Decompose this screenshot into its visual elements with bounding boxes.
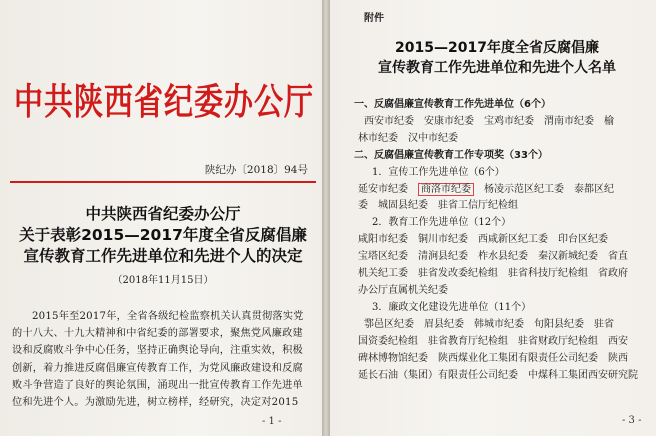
title-line: 中共陕西省纪委办公厅: [85, 205, 241, 223]
list-line: 办公厅直属机关纪委: [358, 284, 448, 296]
body-line: 败斗争营造了良好的舆论氛围，涌现出一批宣传教育工作先进单: [12, 379, 303, 391]
red-divider: [10, 181, 316, 183]
page-number: - 3 -: [622, 415, 642, 426]
list-line: 鄠邑区纪委 眉县纪委 韩城市纪委 旬阳县纪委 驻省: [364, 318, 614, 330]
list-title: [344, 38, 650, 78]
title-line: 关于表彰2015—2017年度全省反腐倡廉: [19, 226, 307, 244]
list-line: 林市纪委 汉中市纪委: [358, 132, 458, 144]
document-number: 陕纪办〔2018〕94号: [204, 164, 308, 176]
section-heading: 二、反腐倡廉宣传教育工作专项奖（33个）: [354, 149, 548, 161]
masthead: 中共陕西省纪委办公厅: [14, 80, 315, 123]
list-line: 1．宣传工作先进单位（6个）: [372, 166, 505, 178]
body-line: 位和先进个人。为激励先进，树立榜样，经研究，决定对2015: [12, 397, 299, 409]
list-line: 西安市纪委 安康市纪委 宝鸡市纪委 渭南市纪委 榆: [364, 115, 614, 127]
book-gutter: [322, 0, 330, 436]
list-line: 延安市纪委 商洛市纪委 杨凌示范区纪工委 泰都区纪: [358, 183, 614, 195]
body-line: 的十八大、十九大精神和中省纪委的部署要求，聚焦党风廉政建: [12, 328, 303, 340]
body-line: 设和反腐败斗争中心任务，坚持正确舆论导向，注重实效，积极: [12, 345, 303, 357]
list-line: 机关纪工委 驻省发改委纪检组 驻省科技厅纪检组 省政府: [358, 268, 628, 280]
list-line: 委 城固县纪委 驻省工信厅纪检组: [358, 200, 518, 212]
list-line: 碑林博物馆纪委 陕西煤业化工集团有限责任公司纪委 陕西: [358, 352, 628, 364]
attachment-label: 附件: [364, 13, 384, 24]
list-line: 延长石油（集团）有限责任公司纪委 中煤科工集团西安研究院: [358, 369, 638, 381]
award-list: [354, 97, 650, 384]
decision-date: （2018年11月15日）: [112, 275, 214, 286]
body-paragraph: [12, 308, 312, 411]
highlighted-unit: 商洛市纪委: [418, 183, 474, 196]
list-line: 宝塔区纪委 清涧县纪委 柞水县纪委 秦汉新城纪委 省直: [358, 251, 628, 263]
page-number: - 1 -: [262, 416, 282, 427]
title-line: 宣传教育工作先进单位和先进个人的决定: [23, 247, 303, 265]
list-line: 国资委纪检组 驻省教育厅纪检组 驻省财政厅纪检组 西安: [358, 335, 628, 347]
list-line: 3．廉政文化建设先进单位（11个）: [372, 301, 532, 313]
section-heading: 一、反腐倡廉宣传教育工作先进单位（6个）: [354, 99, 551, 110]
list-title-line: 宣传教育工作先进单位和先进个人名单: [378, 60, 616, 76]
list-title-line: 2015—2017年度全省反腐倡廉: [395, 40, 599, 56]
left-page: [0, 0, 322, 436]
right-page: [330, 0, 656, 436]
body-line: 2015年至2017年，全省各级纪检监察机关认真贯彻落实党: [32, 311, 304, 322]
list-line: 2．教育工作先进单位（12个）: [372, 217, 512, 229]
list-line: 咸阳市纪委 铜川市纪委 西咸新区纪工委 印台区纪委: [358, 234, 608, 246]
decision-title: [10, 204, 316, 286]
body-line: 创新，着力推进反腐倡廉宣传教育工作，为党风廉政建设和反腐: [12, 362, 303, 374]
